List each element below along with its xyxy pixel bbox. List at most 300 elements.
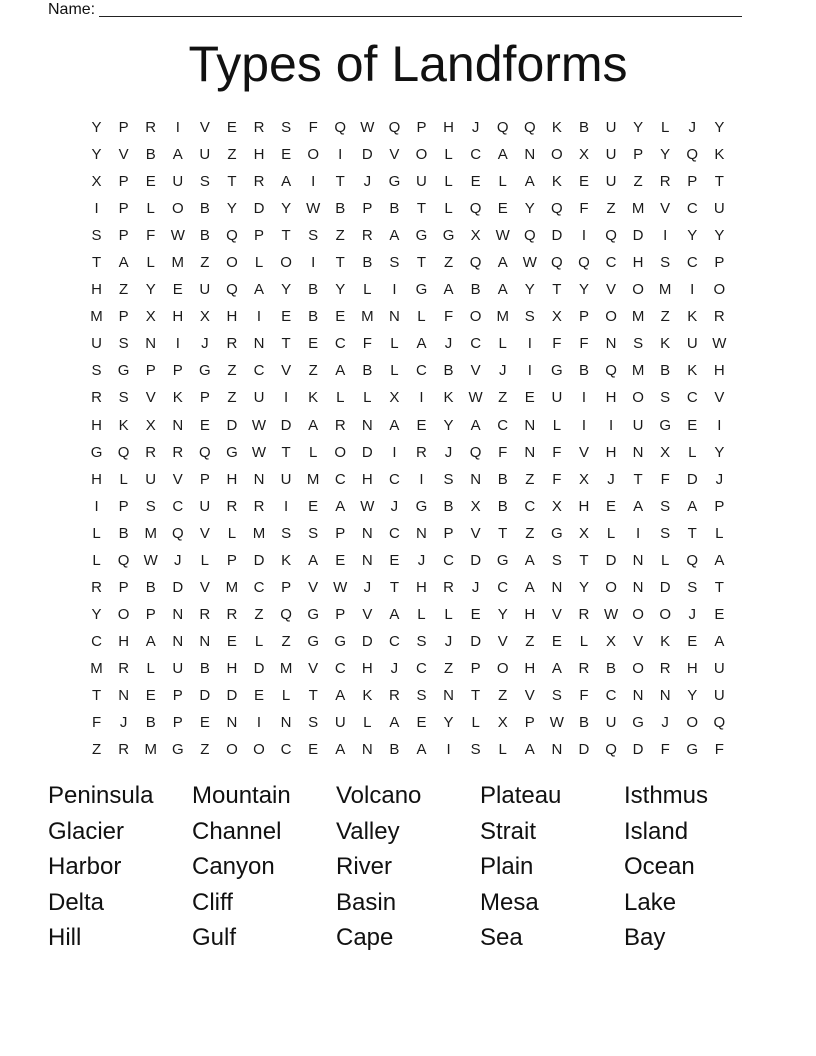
grid-letter: E — [524, 389, 535, 407]
grid-letter: J — [444, 443, 453, 461]
grid-letter: L — [363, 389, 372, 407]
grid-letter: S — [145, 497, 156, 515]
grid-letter: K — [551, 119, 562, 137]
grid-letter: G — [415, 497, 428, 515]
grid-letter: D — [199, 687, 211, 704]
grid-letter: N — [659, 687, 671, 704]
grid-letter: I — [663, 227, 668, 245]
grid-letter: N — [361, 741, 373, 759]
word-bank-item: Plateau — [480, 782, 562, 809]
grid-letter: E — [172, 281, 183, 299]
grid-letter: N — [361, 551, 373, 569]
grid-letter: A — [416, 335, 427, 353]
grid-letter: R — [226, 605, 238, 623]
grid-letter: L — [444, 605, 453, 623]
grid-letter: F — [660, 470, 670, 488]
grid-letter: I — [256, 714, 262, 732]
grid-letter: P — [687, 173, 698, 191]
grid-letter: C — [91, 632, 102, 650]
grid-letter: L — [498, 335, 507, 353]
grid-letter: Z — [227, 389, 237, 407]
grid-letter: C — [388, 470, 400, 488]
grid-letter: G — [442, 227, 455, 245]
grid-letter: X — [470, 227, 481, 245]
grid-letter: Y — [91, 605, 102, 623]
grid-letter: Z — [119, 281, 129, 299]
grid-letter: C — [334, 470, 346, 488]
grid-letter: V — [199, 524, 210, 542]
grid-letter: Z — [525, 632, 535, 650]
grid-letter: Y — [443, 416, 454, 434]
grid-letter: A — [172, 146, 183, 164]
grid-letter: R — [659, 659, 671, 677]
grid-letter: P — [226, 551, 237, 569]
grid-letter: D — [226, 416, 238, 434]
word-bank-item: Delta — [48, 888, 105, 916]
grid-letter: R — [253, 119, 265, 137]
grid-letter: Y — [714, 443, 725, 461]
grid-letter: H — [578, 497, 590, 515]
grid-letter: Q — [171, 524, 184, 542]
grid-letter: C — [416, 362, 427, 380]
grid-letter: M — [279, 659, 293, 677]
grid-letter: L — [552, 416, 562, 434]
grid-letter: I — [581, 416, 587, 434]
grid-letter: A — [335, 362, 346, 380]
word-bank-item: Mountain — [192, 782, 291, 809]
grid-letter: B — [145, 578, 156, 596]
grid-letter: T — [498, 524, 508, 542]
grid-letter: A — [145, 632, 156, 650]
grid-letter: T — [281, 443, 291, 461]
grid-letter: H — [91, 281, 102, 299]
grid-letter: N — [388, 308, 400, 326]
grid-letter: O — [605, 578, 617, 596]
grid-letter: N — [632, 687, 644, 704]
grid-letter: I — [717, 416, 722, 434]
grid-letter: X — [606, 632, 617, 650]
grid-letter: L — [471, 714, 480, 732]
grid-letter: K — [443, 389, 454, 407]
grid-row — [83, 682, 733, 709]
grid-row — [83, 601, 733, 628]
grid-letter: R — [145, 119, 157, 137]
grid-letter: G — [496, 551, 509, 569]
grid-letter: O — [632, 605, 644, 623]
grid-letter: A — [714, 632, 725, 650]
grid-letter: S — [308, 714, 319, 732]
grid-letter: P — [145, 605, 156, 623]
grid-letter: V — [497, 632, 508, 650]
grid-letter: Q — [280, 605, 292, 623]
word-bank-item: Lake — [624, 888, 677, 916]
grid-letter: M — [631, 362, 645, 380]
grid-letter: H — [605, 389, 617, 407]
grid-letter: E — [199, 416, 210, 434]
grid-row — [83, 384, 733, 411]
grid-letter: N — [470, 470, 482, 488]
grid-letter: V — [633, 632, 644, 650]
grid-letter: G — [415, 281, 428, 299]
grid-letter: U — [172, 173, 184, 191]
grid-letter: Y — [578, 578, 589, 596]
grid-letter: V — [389, 146, 400, 164]
grid-letter: X — [470, 497, 481, 515]
grid-letter: P — [281, 578, 292, 596]
grid-letter: N — [172, 605, 184, 623]
grid-letter: T — [579, 551, 589, 569]
grid-letter: G — [117, 362, 130, 380]
grid-letter: U — [199, 497, 211, 515]
grid-letter: U — [91, 335, 102, 353]
grid-letter: F — [498, 443, 508, 461]
grid-letter: Q — [551, 200, 563, 218]
grid-letter: D — [470, 632, 482, 650]
grid-letter: H — [91, 470, 102, 488]
grid-letter: Y — [91, 119, 102, 137]
grid-letter: D — [253, 200, 265, 218]
grid-letter: Q — [117, 551, 130, 569]
grid-letter: N — [551, 741, 563, 759]
grid-letter: X — [145, 416, 156, 434]
grid-letter: H — [172, 308, 184, 326]
grid-letter: L — [200, 551, 210, 569]
word-bank — [48, 778, 768, 956]
grid-letter: I — [581, 389, 587, 407]
grid-letter: F — [552, 335, 562, 353]
grid-letter: B — [308, 308, 319, 326]
grid-letter: W — [360, 497, 375, 515]
grid-letter: C — [686, 254, 698, 272]
grid-letter: H — [524, 659, 536, 677]
grid-letter: I — [636, 524, 641, 542]
grid-letter: U — [713, 200, 725, 218]
grid-letter: U — [145, 470, 157, 488]
grid-letter: M — [171, 254, 185, 272]
grid-letter: T — [91, 254, 102, 272]
grid-letter: G — [551, 524, 563, 542]
word-bank-item: Gulf — [192, 924, 237, 952]
grid-letter: V — [524, 687, 535, 704]
grid-letter: I — [338, 146, 343, 164]
grid-letter: N — [253, 335, 265, 353]
grid-letter: J — [417, 551, 426, 569]
grid-letter: C — [470, 335, 482, 353]
grid-letter: Z — [254, 605, 264, 623]
grid-row — [83, 357, 733, 384]
grid-letter: V — [308, 578, 319, 596]
grid-row — [83, 222, 733, 249]
grid-letter: L — [444, 146, 453, 164]
grid-letter: N — [632, 551, 644, 569]
grid-letter: E — [335, 308, 346, 326]
grid-letter: W — [522, 254, 537, 272]
grid-letter: V — [199, 578, 210, 596]
grid-letter: C — [253, 578, 265, 596]
word-bank-item: Bay — [624, 924, 666, 952]
grid-letter: B — [145, 714, 156, 732]
grid-letter: M — [225, 578, 239, 596]
grid-letter: N — [118, 687, 130, 704]
grid-letter: B — [335, 200, 346, 218]
grid-letter: F — [579, 687, 589, 704]
word-bank-item: Isthmus — [624, 782, 709, 809]
grid-letter: L — [146, 254, 155, 272]
grid-letter: R — [578, 605, 590, 623]
grid-row — [83, 736, 733, 763]
grid-letter: H — [361, 659, 373, 677]
word-bank-item: Volcano — [336, 782, 422, 809]
grid-letter: R — [118, 741, 130, 759]
grid-letter: G — [632, 714, 644, 732]
grid-letter: H — [524, 605, 536, 623]
grid-letter: H — [443, 119, 454, 137]
grid-letter: D — [470, 551, 482, 569]
grid-letter: U — [713, 659, 725, 677]
grid-letter: R — [659, 173, 671, 191]
grid-letter: A — [254, 281, 265, 299]
grid-letter: E — [470, 605, 481, 623]
grid-letter: X — [551, 308, 562, 326]
grid-letter: G — [659, 416, 672, 434]
grid-letter: A — [335, 741, 346, 759]
word-bank-item: Ocean — [624, 853, 695, 881]
grid-letter: W — [251, 416, 267, 434]
grid-letter: L — [444, 173, 453, 191]
grid-letter: K — [687, 308, 698, 326]
grid-letter: S — [660, 497, 671, 515]
grid-letter: O — [632, 659, 644, 677]
grid-letter: D — [361, 146, 373, 164]
grid-letter: U — [632, 416, 644, 434]
grid-letter: S — [91, 227, 102, 245]
grid-letter: S — [308, 227, 319, 245]
grid-letter: Z — [335, 227, 345, 245]
grid-letter: C — [388, 524, 400, 542]
grid-letter: R — [713, 308, 725, 326]
grid-letter: U — [605, 714, 617, 732]
grid-letter: V — [308, 659, 319, 677]
grid-letter: B — [470, 281, 481, 299]
grid-letter: Z — [498, 687, 508, 704]
grid-letter: K — [362, 687, 373, 704]
grid-letter: E — [226, 119, 237, 137]
grid-letter: E — [389, 551, 400, 569]
grid-letter: A — [687, 497, 698, 515]
grid-letter: H — [226, 659, 238, 677]
grid-letter: Q — [226, 281, 238, 299]
grid-letter: G — [307, 605, 319, 623]
grid-letter: T — [416, 254, 427, 272]
word-bank-item: Peninsula — [48, 782, 154, 809]
grid-letter: D — [632, 227, 644, 245]
grid-letter: B — [199, 659, 210, 677]
grid-letter: I — [419, 389, 424, 407]
grid-row — [83, 114, 733, 141]
grid-letter: V — [470, 524, 481, 542]
grid-letter: R — [91, 389, 102, 407]
grid-letter: C — [443, 551, 454, 569]
grid-letter: A — [416, 741, 427, 759]
grid-letter: D — [361, 632, 373, 650]
grid-letter: N — [416, 524, 427, 542]
grid-letter: J — [390, 659, 399, 677]
grid-letter: O — [117, 605, 130, 623]
grid-letter: P — [714, 254, 725, 272]
grid-row — [83, 628, 733, 655]
grid-letter: Z — [525, 524, 535, 542]
grid-letter: C — [686, 389, 698, 407]
grid-letter: I — [175, 119, 180, 137]
grid-letter: H — [416, 578, 427, 596]
grid-letter: S — [91, 362, 102, 380]
grid-letter: T — [335, 254, 345, 272]
grid-letter: K — [660, 632, 671, 650]
grid-letter: A — [281, 173, 292, 191]
grid-letter: V — [362, 605, 373, 623]
grid-letter: A — [389, 714, 400, 732]
grid-letter: J — [607, 470, 615, 488]
grid-letter: P — [335, 524, 346, 542]
grid-letter: P — [416, 119, 427, 137]
grid-letter: F — [362, 335, 372, 353]
grid-letter: O — [713, 281, 726, 299]
grid-letter: T — [389, 578, 399, 596]
grid-letter: M — [631, 200, 645, 218]
grid-letter: B — [118, 524, 129, 542]
grid-letter: L — [254, 632, 264, 650]
word-bank-item: Plain — [480, 853, 534, 881]
grid-letter: Z — [606, 200, 616, 218]
grid-letter: Q — [117, 443, 130, 461]
grid-letter: D — [253, 551, 265, 569]
grid-letter: W — [360, 119, 375, 137]
grid-letter: G — [334, 632, 347, 650]
grid-letter: X — [551, 497, 562, 515]
grid-letter: K — [308, 389, 319, 407]
grid-letter: Q — [496, 119, 509, 137]
word-bank-item: Valley — [336, 817, 400, 845]
word-bank-item: Cape — [336, 924, 394, 952]
grid-letter: V — [281, 362, 292, 380]
grid-letter: C — [524, 497, 536, 515]
grid-letter: P — [118, 227, 129, 245]
grid-letter: P — [524, 714, 535, 732]
grid-letter: Q — [469, 443, 482, 461]
grid-letter: J — [471, 119, 480, 137]
grid-letter: X — [145, 308, 156, 326]
grid-letter: I — [419, 470, 424, 488]
grid-letter: N — [226, 714, 238, 732]
grid-letter: O — [226, 254, 238, 272]
grid-letter: E — [578, 173, 589, 191]
grid-row — [83, 520, 733, 547]
word-bank-item: River — [336, 853, 393, 881]
grid-letter: I — [446, 741, 451, 759]
grid-letter: Q — [686, 551, 699, 569]
grid-letter: Y — [633, 119, 644, 137]
grid-letter: R — [416, 443, 427, 461]
grid-letter: L — [119, 470, 128, 488]
grid-letter: K — [714, 146, 725, 164]
grid-letter: H — [118, 632, 130, 650]
grid-letter: S — [633, 335, 644, 353]
grid-letter: Y — [145, 281, 156, 299]
grid-letter: U — [605, 119, 617, 137]
grid-letter: A — [335, 687, 346, 704]
grid-letter: S — [470, 741, 481, 759]
grid-letter: Z — [281, 632, 291, 650]
grid-letter: P — [118, 308, 129, 326]
grid-letter: F — [552, 470, 562, 488]
grid-letter: B — [578, 714, 589, 732]
grid-letter: V — [145, 389, 156, 407]
grid-letter: L — [661, 551, 670, 569]
grid-letter: G — [171, 741, 184, 759]
grid-letter: B — [578, 119, 589, 137]
grid-letter: U — [199, 281, 211, 299]
name-field-row — [48, 0, 742, 18]
grid-letter: C — [605, 687, 617, 704]
grid-letter: Z — [443, 254, 454, 272]
grid-letter: B — [308, 281, 319, 299]
grid-letter: B — [443, 362, 454, 380]
grid-letter: R — [91, 578, 102, 596]
grid-letter: R — [118, 659, 130, 677]
grid-letter: H — [632, 254, 644, 272]
grid-letter: U — [253, 389, 265, 407]
grid-letter: I — [690, 281, 695, 299]
grid-letter: I — [94, 200, 99, 218]
grid-letter: F — [714, 741, 724, 759]
grid-letter: A — [524, 173, 535, 191]
grid-letter: O — [551, 146, 563, 164]
grid-letter: W — [712, 335, 727, 353]
grid-letter: Q — [713, 714, 726, 732]
grid-letter: T — [552, 281, 562, 299]
grid-letter: E — [226, 632, 237, 650]
grid-letter: R — [226, 335, 238, 353]
grid-letter: S — [416, 632, 427, 650]
grid-letter: L — [146, 200, 155, 218]
grid-letter: B — [660, 362, 671, 380]
grid-letter: B — [199, 227, 210, 245]
grid-letter: I — [392, 281, 397, 299]
grid-letter: M — [361, 308, 374, 326]
grid-letter: Y — [91, 146, 102, 164]
grid-letter: Y — [578, 281, 589, 299]
grid-letter: V — [551, 605, 562, 623]
grid-letter: B — [578, 362, 589, 380]
grid-letter: T — [471, 687, 481, 704]
grid-letter: V — [172, 470, 183, 488]
grid-letter: C — [416, 659, 427, 677]
grid-letter: T — [714, 578, 724, 596]
grid-letter: Y — [687, 687, 698, 704]
grid-letter: Z — [91, 741, 102, 759]
grid-letter: J — [174, 551, 182, 569]
grid-letter: K — [281, 551, 292, 569]
grid-letter: T — [91, 687, 102, 704]
grid-letter: J — [444, 335, 453, 353]
grid-letter: C — [334, 335, 346, 353]
grid-letter: G — [90, 443, 103, 461]
grid-row — [83, 303, 733, 330]
grid-letter: S — [687, 578, 698, 596]
grid-letter: Q — [686, 146, 699, 164]
grid-letter: G — [199, 362, 211, 380]
grid-letter: G — [307, 632, 319, 650]
